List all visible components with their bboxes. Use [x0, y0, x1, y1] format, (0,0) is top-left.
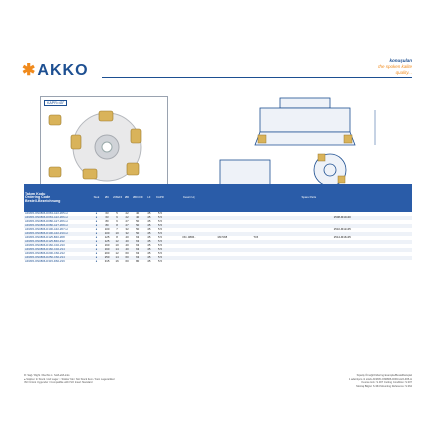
cell-code: AFM45-ON0806-D160-C40-Z14: [24, 248, 91, 252]
cell-dot: ●: [91, 248, 102, 252]
cell-lf: 63: [132, 236, 143, 240]
cell-z: 14: [112, 248, 122, 252]
technical-drawing: [180, 90, 410, 190]
col-kapr: KAPR: [154, 184, 165, 212]
slogan-line1: konuşulan: [389, 58, 412, 63]
cell-apmx: 5.5: [154, 256, 165, 260]
cell-kapr: 45: [143, 244, 154, 248]
col-dcon: ØDCON: [132, 184, 143, 212]
cell-kapr: 45: [143, 220, 154, 224]
cell-z: 10: [112, 244, 122, 248]
cell-dc: 315: [102, 260, 112, 264]
logo-mark: ✱: [22, 62, 36, 79]
cell-z: 10: [112, 232, 122, 236]
cell-lf: 63: [132, 240, 143, 244]
cell-dcon: 60: [122, 252, 132, 256]
cell-z: 5: [112, 212, 122, 216]
cell-dc: 160: [102, 248, 112, 252]
cell-lf: 63: [132, 256, 143, 260]
cell-dcon: 60: [122, 256, 132, 260]
cell-dc: 80: [102, 224, 112, 228]
col-insert: Kesici Uç: [172, 184, 205, 212]
cell-apmx: 5.5: [154, 232, 165, 236]
cell-kapr: 45: [143, 240, 154, 244]
footnote-right2: 1 adet/1pcs./1 stück AFM45-ON0806-D063-A22-Z05-H: [348, 377, 412, 381]
slogan-line3: quality...: [395, 70, 412, 75]
cell-part-2: [239, 260, 272, 264]
code-sub1: Ordering Code: [25, 195, 51, 200]
cell-part-3: 2508-M10x30: [273, 216, 412, 220]
col-d: ØD: [122, 184, 132, 212]
cell-kapr: 45: [143, 228, 154, 232]
cell-apmx: 5.5: [154, 252, 165, 256]
cell-dcon: 27: [122, 220, 132, 224]
cell-dot: ●: [91, 224, 102, 228]
cell-apmx: 5.5: [154, 216, 165, 220]
product-label: KAPR=45°: [44, 100, 67, 106]
cell-code: AFM45-ON0806-D250-C60-Z14: [24, 256, 91, 260]
cell-dot: ●: [91, 244, 102, 248]
cell-part-1: [206, 260, 239, 264]
cell-dc: 80: [102, 220, 112, 224]
cell-code: AFM45-ON0806-D160-C40-Z10: [24, 244, 91, 248]
cell-dot: ●: [91, 228, 102, 232]
product-table: [24, 184, 412, 264]
cell-z: 14: [112, 256, 122, 260]
code-sub2: Bestell-Bezeichnung: [25, 198, 61, 203]
cell-code: AFM45-ON0806-D100-A32-Z07-H: [24, 228, 91, 232]
footnote-left2: ● Stokta / In Stock / Auf Lager ○ Stokta Yok / Not Stock Item / Kein Lagerartikel: [24, 377, 115, 381]
footnote-right: [322, 374, 412, 388]
col-stock: Stok: [91, 184, 102, 212]
cell-lf: 50: [132, 228, 143, 232]
cell-dc: 100: [102, 228, 112, 232]
cell-lf: 50: [132, 220, 143, 224]
cell-code: AFM45-ON0806-D125-B40-Z12: [24, 240, 91, 244]
header-rule: [102, 77, 412, 78]
cell-part-2: T15: [239, 236, 272, 240]
footnote-right1: Sipariş Örneği/Ordering Example/Bestellbeispiel: [356, 374, 412, 377]
cell-lf: 63: [132, 244, 143, 248]
col-z: Z/ZEFF: [112, 184, 122, 212]
cell-lf: 63: [132, 248, 143, 252]
parts-header: Spare Parts: [206, 184, 412, 212]
cell-apmx: 5.5: [154, 248, 165, 252]
cell-code: AFM45-ON0806-D100-A32-Z10-H: [24, 232, 91, 236]
cell-apmx: 5.5: [154, 212, 165, 216]
cell-part-3: 2510-M12x35: [273, 228, 412, 232]
cell-z: 12: [112, 240, 122, 244]
logo: [22, 62, 89, 80]
cell-dcon: 32: [122, 232, 132, 236]
cell-code: AFM45-ON0806-D080-A27-Z08-H: [24, 224, 91, 228]
cell-lf: 40: [132, 216, 143, 220]
cell-apmx: 5.5: [154, 220, 165, 224]
cell-dot: ●: [91, 256, 102, 260]
cell-dcon: 27: [122, 224, 132, 228]
slogan: [378, 58, 412, 76]
col-lf: LF: [143, 184, 154, 212]
table-row: [24, 260, 412, 264]
cell-dot: ●: [91, 220, 102, 224]
cell-code: AFM45-ON0806-D200-C60-Z12: [24, 252, 91, 256]
cell-dc: 200: [102, 252, 112, 256]
cell-z: 7: [112, 228, 122, 232]
cell-dcon: 22: [122, 212, 132, 216]
cell-kapr: 45: [143, 260, 154, 264]
cell-dc: 250: [102, 256, 112, 260]
cell-dot: ●: [91, 252, 102, 256]
cell-apmx: 5.5: [154, 260, 165, 264]
cell-dc: 125: [102, 240, 112, 244]
col-dc: ØC: [102, 184, 112, 212]
cell-part-0: [172, 260, 205, 264]
cell-dot: ●: [91, 236, 102, 240]
cell-apmx: 5.5: [154, 244, 165, 248]
cell-z: 6: [112, 220, 122, 224]
product-photo: [40, 96, 168, 190]
footnote-left1: R: Sağ / Right / Rechts L: Sol/Left/Links: [24, 374, 70, 377]
cell-kapr: 45: [143, 248, 154, 252]
cell-dc: 63: [102, 216, 112, 220]
cell-part-0: ON..0806..: [172, 236, 205, 240]
footnote-left3: ISO Ürünü Uygundur / Compatible with ISO Insert Standard: [24, 381, 93, 384]
cell-dcon: 40: [122, 240, 132, 244]
footnote-right4: Montaj Bilgisi: S.364 Mounting Reference: S.364: [356, 384, 412, 388]
cell-apmx: 5.5: [154, 228, 165, 232]
cell-part-3: 2514-M16x35: [273, 236, 412, 240]
cell-dcon: 22: [122, 216, 132, 220]
brand-name: AKKO: [37, 62, 89, 79]
cell-dc: 125: [102, 236, 112, 240]
cell-kapr: 45: [143, 256, 154, 260]
cell-code: AFM45-ON0806-D080-A27-Z06-H: [24, 220, 91, 224]
code-header: [24, 184, 91, 212]
cell-dot: ●: [91, 260, 102, 264]
cell-z: 12: [112, 252, 122, 256]
footnote-right3: Kesme Hızı: S.307 Cutting Condition: S.307: [361, 381, 412, 384]
cell-z: 16: [112, 260, 122, 264]
cell-apmx: 5.5: [154, 224, 165, 228]
cell-apmx: 5.5: [154, 240, 165, 244]
cell-dot: ●: [91, 212, 102, 216]
cell-z: 8: [112, 224, 122, 228]
slogan-line2: the spoken kalite: [378, 64, 412, 69]
cell-dot: ●: [91, 216, 102, 220]
footnote-left: [24, 374, 214, 385]
cell-code: AFM45-ON0806-D063-A22-Z05-H: [24, 212, 91, 216]
cell-dcon: 40: [122, 244, 132, 248]
cell-lf: 50: [132, 224, 143, 228]
cell-code: AFM45-ON0806-D125-B40-Z08: [24, 236, 91, 240]
cell-gap: [166, 260, 173, 264]
cell-z: 8: [112, 236, 122, 240]
cutter-image: [41, 97, 169, 191]
cell-kapr: 45: [143, 252, 154, 256]
cell-code: AFM45-ON0806-D063-A22-Z06-H: [24, 216, 91, 220]
cell-code: AFM45-ON0806-D315-D60-Z16: [24, 260, 91, 264]
cell-dc: 160: [102, 244, 112, 248]
cell-kapr: 45: [143, 224, 154, 228]
cell-dot: ●: [91, 232, 102, 236]
code-title: Takım Kodu: [25, 191, 46, 196]
cell-part-3: [273, 260, 412, 264]
cell-apmx: 5.5: [154, 236, 165, 240]
cell-kapr: 45: [143, 236, 154, 240]
cell-kapr: 45: [143, 216, 154, 220]
cell-part-1: M3.5X8: [206, 236, 239, 240]
cell-dc: 100: [102, 232, 112, 236]
cell-lf: 63: [132, 252, 143, 256]
cell-dot: ●: [91, 240, 102, 244]
cell-dc: 63: [102, 212, 112, 216]
cell-dcon: 40: [122, 236, 132, 240]
cell-dcon: 32: [122, 228, 132, 232]
cell-lf: 50: [132, 232, 143, 236]
cell-z: 6: [112, 216, 122, 220]
cell-lf: 80: [132, 260, 143, 264]
cell-kapr: 45: [143, 212, 154, 216]
cell-kapr: 45: [143, 232, 154, 236]
cell-dcon: 40: [122, 248, 132, 252]
cell-lf: 40: [132, 212, 143, 216]
cell-dcon: 60: [122, 260, 132, 264]
